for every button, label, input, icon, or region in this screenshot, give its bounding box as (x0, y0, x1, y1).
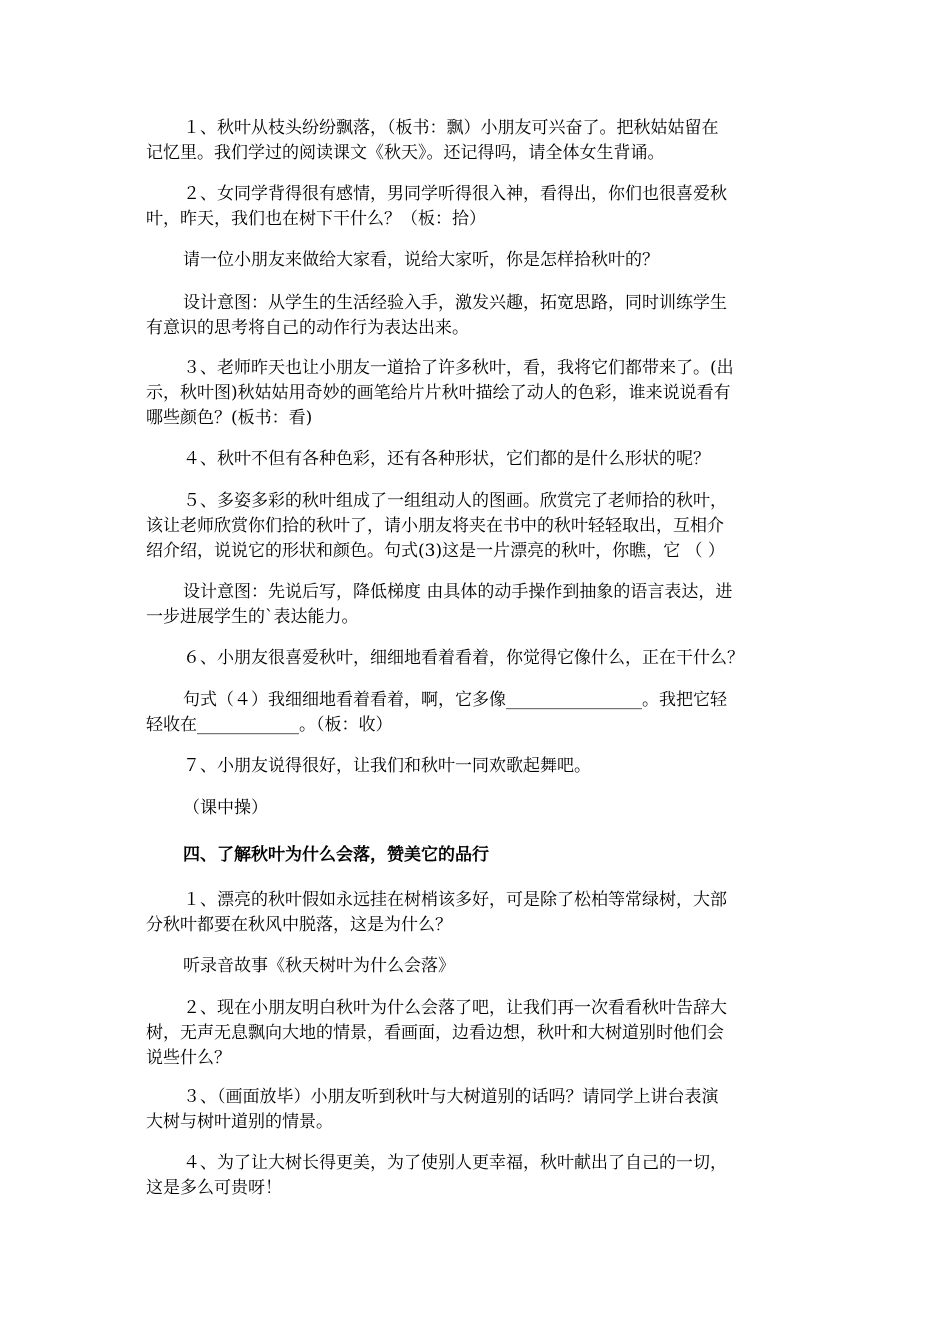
paragraph-line: １、秋叶从枝头纷纷飘落，（板书：飘）小朋友可兴奋了。把秋姑姑留在 (183, 118, 719, 138)
design-intent-1 (146, 291, 810, 341)
paragraph-line: 绍介绍，说说它的形状和颜色。句式(3)这是一片漂亮的秋叶，你瞧，它 （ ） (146, 541, 725, 561)
paragraph-8 (146, 754, 810, 779)
paragraph-10 (146, 954, 810, 979)
paragraph-11 (146, 996, 810, 1071)
paragraph-line: ４、秋叶不但有各种色彩，还有各种形状，它们都的是什么形状的呢？ (183, 449, 710, 469)
paragraph-1 (146, 116, 810, 166)
paragraph-line: 树，无声无息飘向大地的情景，看画面，边看边想，秋叶和大树道别时他们会 (146, 1023, 724, 1043)
paragraph-line: 有意识的思考将自己的动作行为表达出来。 (146, 318, 469, 338)
paragraph-4 (146, 356, 810, 431)
paragraph-line: ３、（画面放毕）小朋友听到秋叶与大树道别的话吗？请同学上讲台表演 (183, 1087, 719, 1107)
paragraph-line: 听录音故事《秋天树叶为什么会落》 (183, 956, 455, 976)
paragraph-line: 设计意图：从学生的生活经验入手，激发兴趣，拓宽思路，同时训练学生 (183, 293, 727, 313)
paragraph-13 (146, 1151, 810, 1201)
paragraph-line: ２、女同学背得很有感情，男同学听得很入神，看得出，你们也很喜爱秋 (183, 184, 727, 204)
paragraph-line: ２、现在小朋友明白秋叶为什么会落了吧，让我们再一次看看秋叶告辞大 (183, 998, 727, 1018)
paragraph-2 (146, 182, 810, 232)
class-exercise-note (146, 796, 810, 821)
paragraph-line: 该让老师欣赏你们拾的秋叶了，请小朋友将夹在书中的秋叶轻轻取出，互相介 (146, 516, 724, 536)
paragraph-6 (146, 489, 810, 564)
paragraph-line: 说些什么？ (146, 1048, 231, 1068)
paragraph-line: 分秋叶都要在秋风中脱落，这是为什么？ (146, 915, 452, 935)
paragraph-line: ６、小朋友很喜爱秋叶，细细地看着看着，你觉得它像什么，正在干什么？ (183, 648, 744, 668)
design-intent-2 (146, 580, 810, 630)
sentence-pattern-4 (146, 688, 810, 738)
section-heading-4 (146, 843, 810, 868)
paragraph-9 (146, 888, 810, 938)
paragraph-line: １、漂亮的秋叶假如永远挂在树梢该多好，可是除了松柏等常绿树，大部 (183, 890, 727, 910)
paragraph-line: 一步进展学生的`表达能力。 (146, 607, 359, 627)
paragraph-line: 轻收在____________。（板：收） (146, 715, 393, 735)
paragraph-line: 哪些颜色？(板书：看) (146, 408, 313, 428)
paragraph-5 (146, 447, 810, 472)
paragraph-line: 这是多么可贵呀！ (146, 1178, 282, 1198)
paragraph-3 (146, 248, 810, 273)
paragraph-line: 示，秋叶图)秋姑姑用奇妙的画笔给片片秋叶描绘了动人的色彩，谁来说说看有 (146, 383, 731, 403)
paragraph-line: 设计意图：先说后写，降低梯度 由具体的动手操作到抽象的语言表达，进 (183, 582, 733, 602)
paragraph-line: 请一位小朋友来做给大家看，说给大家听，你是怎样拾秋叶的？ (183, 250, 659, 270)
paragraph-12 (146, 1085, 810, 1135)
paragraph-line: 叶，昨天，我们也在树下干什么？（板：拾） (146, 209, 486, 229)
paragraph-line: （课中操） (183, 798, 268, 818)
paragraph-line: ４、为了让大树长得更美，为了使别人更幸福，秋叶献出了自己的一切， (183, 1153, 727, 1173)
paragraph-line: ３、老师昨天也让小朋友一道拾了许多秋叶，看，我将它们都带来了。(出 (183, 358, 734, 378)
paragraph-line: 句式（４）我细细地看着看着，啊，它多像________________。我把它轻 (183, 690, 727, 710)
heading-line: 四、了解秋叶为什么会落，赞美它的品行 (183, 845, 489, 865)
paragraph-7 (146, 646, 810, 671)
paragraph-line: ５、多姿多彩的秋叶组成了一组组动人的图画。欣赏完了老师拾的秋叶， (183, 491, 727, 511)
paragraph-line: 大树与树叶道别的情景。 (146, 1112, 333, 1132)
paragraph-line: 记忆里。我们学过的阅读课文《秋天》。还记得吗，请全体女生背诵。 (146, 143, 665, 163)
paragraph-line: ７、小朋友说得很好，让我们和秋叶一同欢歌起舞吧。 (183, 756, 591, 776)
